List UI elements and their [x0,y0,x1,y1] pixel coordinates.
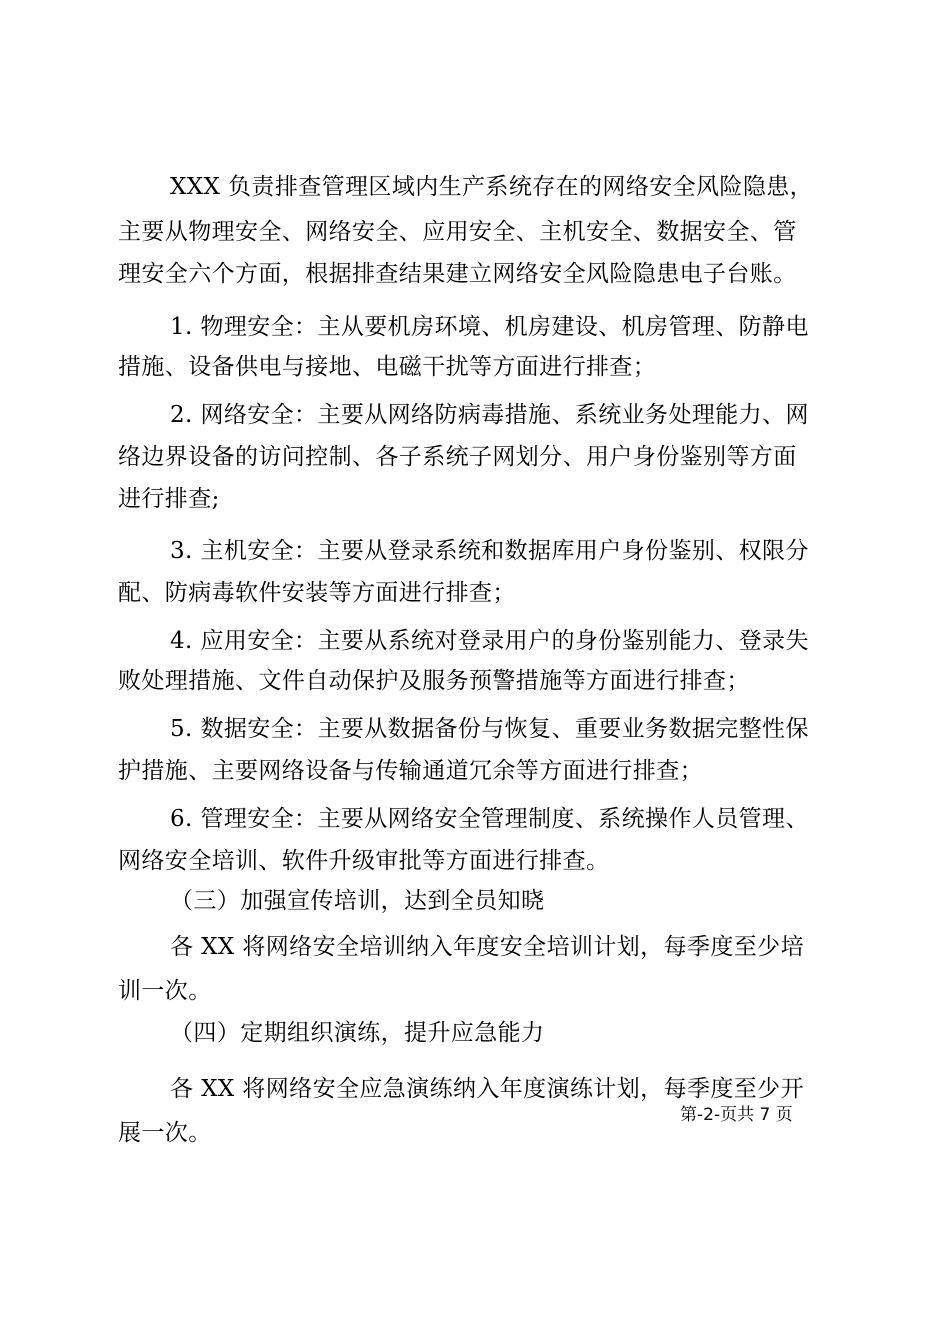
list-item-line: 进行排查; [118,486,220,512]
list-item-line: 败处理措施、文件自动保护及服务预警措施等方面进行排查； [118,668,750,694]
list-item-line: 措施、设备供电与接地、电磁干扰等方面进行排查； [118,354,657,380]
list-item-line: 络边界设备的访问控制、各子系统子网划分、用户身份鉴别等方面 [118,444,797,470]
section-heading: （三）加强宣传培训，达到全员知晓 [170,888,545,914]
list-item-line: 5. 数据安全：主要从数据备份与恢复、重要业务数据完整性保 [170,716,809,742]
list-item-line: 3. 主机安全：主要从登录系统和数据库用户身份鉴别、权限分 [170,538,809,564]
section-heading: （四）定期组织演练，提升应急能力 [170,1020,545,1046]
page-number-footer: 第-2-页共 7 页 [680,1105,793,1125]
paragraph-line: 主要从物理安全、网络安全、应用安全、主机安全、数据安全、管 [118,219,797,245]
list-item-line: 4. 应用安全：主要从系统对登录用户的身份鉴别能力、登录失 [170,628,809,654]
paragraph-line: 各 XX 将网络安全应急演练纳入年度演练计划，每季度至少开 [170,1076,804,1102]
list-item-line: 6. 管理安全：主要从网络安全管理制度、系统操作人员管理、 [170,806,809,832]
list-item-line: 1. 物理安全：主从要机房环境、机房建设、机房管理、防静电 [170,314,809,340]
list-item-line: 配、防病毒软件安装等方面进行排查； [118,580,516,606]
list-item-line: 网络安全培训、软件升级审批等方面进行排查。 [118,848,610,874]
paragraph-line: 理安全六个方面，根据排查结果建立网络安全风险隐患电子台账。 [118,261,797,287]
list-item-line: 2. 网络安全：主要从网络防病毒措施、系统业务处理能力、网 [170,402,809,428]
paragraph-line: XXX 负责排查管理区域内生产系统存在的网络安全风险隐患， [170,174,814,200]
paragraph-line: 训一次。 [118,978,212,1004]
paragraph-line: 各 XX 将网络安全培训纳入年度安全培训计划，每季度至少培 [170,934,804,960]
list-item-line: 护措施、主要网络设备与传输通道冗余等方面进行排查； [118,758,703,784]
paragraph-line: 展一次。 [118,1120,212,1146]
